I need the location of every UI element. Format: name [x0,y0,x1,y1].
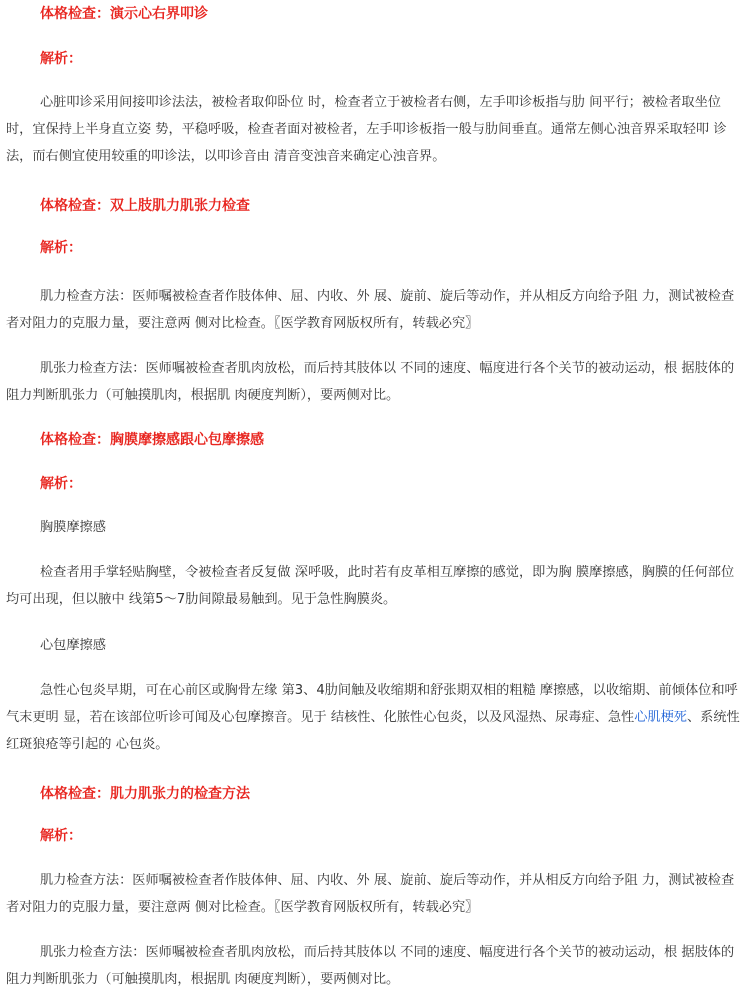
paragraph: 检查者用手掌轻贴胸壁，令被检查者反复做 深呼吸，此时若有皮革相互摩擦的感觉，即为胸 膜摩擦感，胸膜的任何部位均可出现，但以腋中 线第5～7肋间隙最易触到。见于急性胸膜炎。 [6,565,735,607]
paragraph-text: 、系统性红斑狼疮等引起的 心包炎。 [6,710,740,752]
paragraph: 肌张力检查方法：医师嘱被检查者肌肉放松，而后持其肢体以 不同的速度、幅度进行各个关节的被动运动，根 据肢体的阻力判断肌张力（可触摸肌肉，根据肌 肉硬度判断），要两侧对比。 [6,945,735,987]
section-title: 体格检查：演示心右界叩诊 [40,6,208,22]
myocardial-infarction-link[interactable]: 心肌梗死 [634,710,687,725]
analysis-label: 解析： [40,828,82,844]
section-title: 体格检查：胸膜摩擦感跟心包摩擦感 [40,432,264,448]
analysis-label: 解析： [40,476,82,492]
paragraph: 肌力检查方法：医师嘱被检查者作肢体伸、屈、内收、外 展、旋前、旋后等动作，并从相反方向给予阻 力，测试被检查者对阻力的克服力量，要注意两 侧对比检查。〖医学教育网版权所有，转载必究〗 [6,289,735,331]
analysis-label: 解析： [40,51,82,67]
paragraph: 心脏叩诊采用间接叩诊法法，被检者取仰卧位 时，检查者立于被检者右侧，左手叩诊板指与肋 间平行；被检者取坐位时，宜保持上半身直立姿 势，平稳呼吸，检查者面对被检者，左手叩诊板指一般与肋间垂直。通常左侧心浊音界采取轻叩 诊法，而右侧宜使用较重的叩诊法，以叩诊音由 清音变浊音来确定心浊音界。 [6,95,727,164]
subheading: 胸膜摩擦感 [40,520,106,535]
analysis-label: 解析： [40,240,82,256]
paragraph: 肌力检查方法：医师嘱被检查者作肢体伸、屈、内收、外 展、旋前、旋后等动作，并从相反方向给予阻 力，测试被检查者对阻力的克服力量，要注意两 侧对比检查。〖医学教育网版权所有，转载必究〗 [6,873,735,915]
section-title: 体格检查：肌力肌张力的检查方法 [40,786,250,802]
paragraph [6,677,740,758]
section-title: 体格检查：双上肢肌力肌张力检查 [40,198,250,214]
paragraph-text: 急性心包炎早期，可在心前区或胸骨左缘 第3、4肋间触及收缩期和舒张期双相的粗糙 摩擦感，以收缩期、前倾体位和呼气末更明 显，若在该部位听诊可闻及心包摩擦音。见于 结核性、化脓性心包炎，以及风湿热、尿毒症、急性 [6,683,738,725]
paragraph: 肌张力检查方法：医师嘱被检查者肌肉放松，而后持其肢体以 不同的速度、幅度进行各个关节的被动运动，根 据肢体的阻力判断肌张力（可触摸肌肉，根据肌 肉硬度判断），要两侧对比。 [6,361,735,403]
subheading: 心包摩擦感 [40,638,106,653]
